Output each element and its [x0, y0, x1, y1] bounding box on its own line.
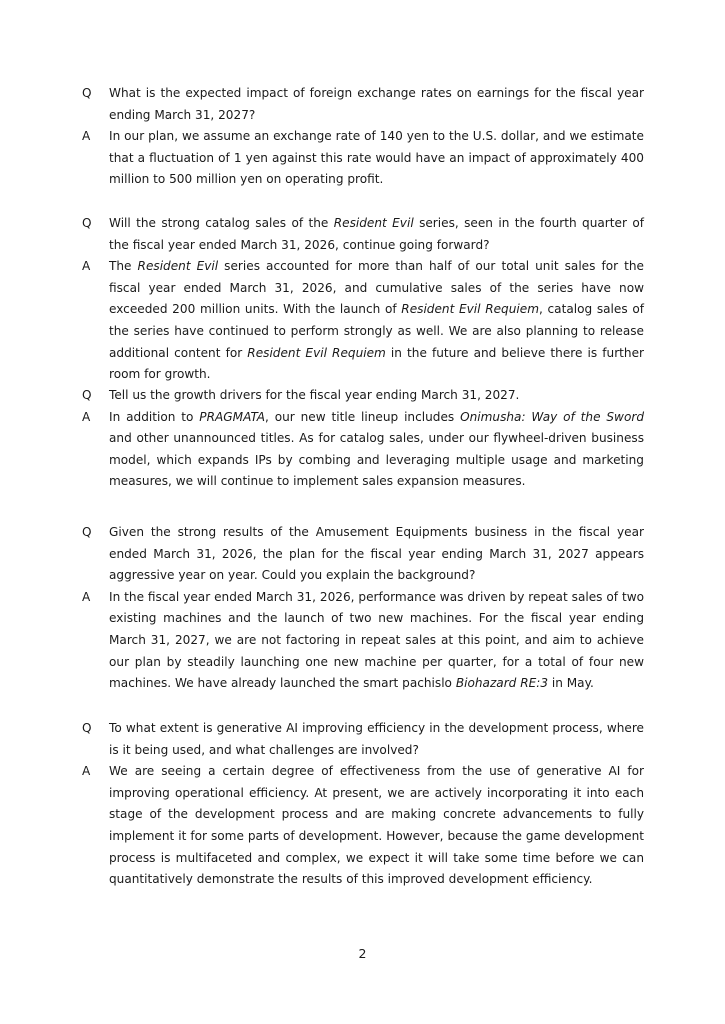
- qa-block-3: [82, 385, 644, 493]
- answer-marker: A: [82, 129, 91, 144]
- answer-text: In addition to PRAGMATA, our new title lineup includes Onimusha: Way of the Sword and other unannounced titles. As for catalog sales, under our flywheel-driven business model, which expands IPs by combing and leveraging multiple usage and marketing measures, we will continue to implement sales expansion measures.: [109, 409, 645, 489]
- answer-row: [82, 126, 644, 191]
- question-text: Will the strong catalog sales of the Resident Evil series, seen in the fourth quarter of the fiscal year ended March 31, 2026, continue going forward?: [109, 216, 644, 252]
- answer-text: In our plan, we assume an exchange rate of 140 yen to the U.S. dollar, and we estimate that a fluctuation of 1 yen against this rate would have an impact of approximately 400 million to 500 million yen on operating profit.: [109, 129, 644, 187]
- page-number: 2: [358, 946, 367, 961]
- answer-marker: A: [82, 409, 91, 424]
- answer-text: We are seeing a certain degree of effectiveness from the use of generative AI for improving operational efficiency. At present, we are actively incorporating it into each stage of the development process and are making concrete advancements to fully implement it for some parts of development. However, because the game development process is multifaceted and complex, we expect it will take some time before we can quantitatively demonstrate the results of this improved development efficiency.: [109, 764, 644, 887]
- question-row: [82, 385, 644, 407]
- italic-title: Resident Evil Requiem: [247, 345, 386, 360]
- question-text: Tell us the growth drivers for the fiscal year ending March 31, 2027.: [109, 388, 520, 402]
- answer-text: In the fiscal year ended March 31, 2026, performance was driven by repeat sales of two existing machines and the launch of two new machines. For the fiscal year ending March 31, 2027, we are not factoring in repeat sales at this point, and aim to achieve our plan by steadily launching one new machine per quarter, for a total of four new machines. We have already launched the smart pachislo Biohazard RE:3 in May.: [109, 589, 644, 691]
- answer-marker: A: [82, 259, 91, 274]
- answer-row: [82, 761, 644, 891]
- italic-title: PRAGMATA: [199, 409, 266, 424]
- italic-title: Resident Evil: [333, 216, 414, 230]
- question-text: To what extent is generative AI improving efficiency in the development process, where is it being used, and what challenges are involved?: [109, 721, 644, 757]
- answer-row: [82, 587, 644, 695]
- italic-title: Resident Evil: [137, 259, 219, 274]
- answer-row: [82, 256, 644, 386]
- question-marker: Q: [82, 525, 92, 539]
- italic-title: Biohazard RE:3: [455, 676, 549, 691]
- italic-title: Resident Evil Requiem: [401, 302, 539, 317]
- question-marker: Q: [82, 721, 92, 735]
- question-row: [82, 83, 644, 126]
- answer-text: The Resident Evil series accounted for more than half of our total unit sales for the fiscal year ended March 31, 2026, and cumulative sales of the series have now exceeded 200 million units. With the launch of Resident Evil Requiem, catalog sales of the series have continued to perform strongly as well. We are also planning to release additional content for Resident Evil Requiem in the future and believe there is further room for growth.: [109, 259, 644, 382]
- qa-block-1: [82, 83, 644, 191]
- question-marker: Q: [82, 388, 92, 402]
- italic-title: Onimusha: Way of the Sword: [460, 409, 645, 424]
- question-row: [82, 718, 644, 761]
- question-text: Given the strong results of the Amusement Equipments business in the fiscal year ended March 31, 2026, the plan for the fiscal year ending March 31, 2027 appears aggressive year on year. Could you explain the background?: [109, 525, 644, 583]
- question-text: What is the expected impact of foreign exchange rates on earnings for the fiscal year ending March 31, 2027?: [109, 86, 644, 122]
- qa-block-4: [82, 522, 644, 695]
- question-marker: Q: [82, 86, 92, 100]
- answer-row: [82, 407, 644, 493]
- question-row: [82, 522, 644, 587]
- qa-block-5: [82, 718, 644, 891]
- answer-marker: A: [82, 589, 91, 604]
- answer-marker: A: [82, 764, 91, 779]
- question-row: [82, 213, 644, 256]
- question-marker: Q: [82, 216, 92, 230]
- qa-block-2: [82, 213, 644, 386]
